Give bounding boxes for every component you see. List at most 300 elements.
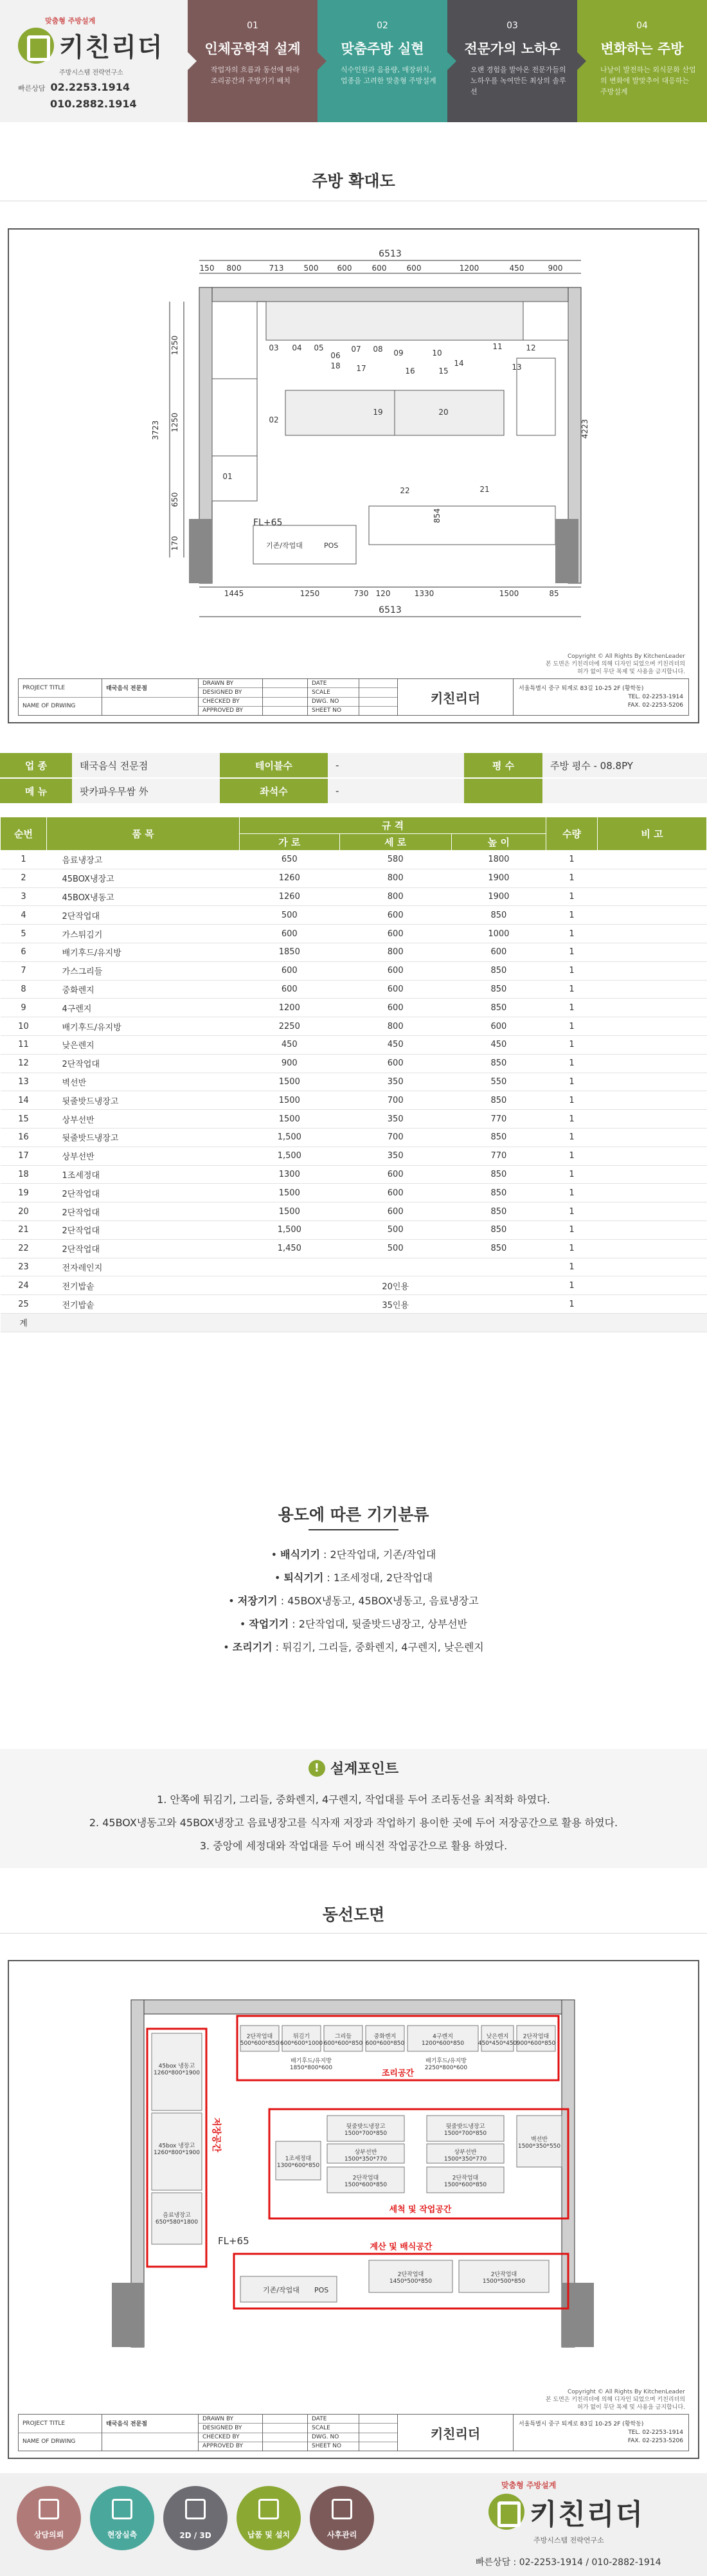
table-cell-note: [598, 1091, 707, 1110]
table-cell: 배기후드/유지방: [47, 1017, 240, 1036]
measure-icon: [112, 2499, 132, 2519]
svg-text:03: 03: [269, 343, 279, 352]
table-row: [1, 1073, 707, 1091]
col-spec: 규 격: [240, 817, 546, 834]
wash-zone-label: 세척 및 작업공간: [389, 2205, 452, 2215]
table-cell: 850: [451, 1091, 546, 1110]
table-cell: 850: [451, 1239, 546, 1258]
table-cell-note: [598, 925, 707, 943]
table-cell: 1: [546, 1276, 598, 1295]
table-cell: 1: [546, 1073, 598, 1091]
info-blank-value: [542, 779, 707, 803]
table-cell: 7: [1, 961, 47, 980]
kitchen-plan-drawing: [8, 228, 699, 723]
table-cell: 전기밥솥: [47, 1276, 240, 1295]
table-cell: 600: [240, 925, 340, 943]
info-blank-label: [464, 779, 542, 803]
title-block: PROJECT TITLE NAME OF DRWING 태국음식 전문점 DRAWN BY DESIGNED BY CHECKED BY APPROVED BY DATE SCALE DWG. NO SHEET NO 키친리더 서울특별시 중구 퇴계로 83길 10-25 2F (황학동) TEL. 02-2253-1914 FAX. 02-2253-5206: [18, 2414, 689, 2451]
table-cell: 600: [240, 961, 340, 980]
drawing-button[interactable]: 2D / 3D: [163, 2486, 228, 2550]
svg-text:1250: 1250: [170, 335, 179, 356]
table-row: [1, 1239, 707, 1258]
table-cell: 1: [546, 943, 598, 961]
table-cell: 500: [339, 1220, 451, 1239]
svg-text:2단작업대1500*600*850: 2단작업대 1500*600*850: [443, 2175, 487, 2189]
classification-title: 용도에 따른 기기분류: [278, 1505, 429, 1524]
table-cell: 14: [1, 1091, 47, 1110]
divider: [0, 1933, 707, 1934]
table-cell: 450: [339, 1035, 451, 1054]
table-cell-note: [598, 943, 707, 961]
table-cell: 350: [339, 1073, 451, 1091]
table-cell: 600: [339, 1184, 451, 1202]
svg-text:170: 170: [170, 536, 179, 551]
table-cell: 8: [1, 980, 47, 999]
class-item-return: • 퇴식기기 : 1조세정대, 2단작업대: [274, 1572, 433, 1584]
table-cell: 1: [546, 961, 598, 980]
table-cell-note: [598, 1073, 707, 1091]
table-cell: 1: [546, 851, 598, 869]
service-button[interactable]: 사후관리: [310, 2486, 374, 2550]
table-cell: [546, 1313, 598, 1332]
step-num: 02: [377, 21, 388, 31]
measure-button[interactable]: 현장실측: [90, 2486, 154, 2550]
svg-text:85: 85: [549, 589, 559, 598]
svg-text:07: 07: [351, 345, 361, 354]
svg-text:상부선반1500*350*770: 상부선반 1500*350*770: [443, 2149, 487, 2163]
table-cell: [240, 1276, 340, 1295]
table-cell: 850: [451, 1054, 546, 1073]
table-cell: 12: [1, 1054, 47, 1073]
table-row: [1, 1295, 707, 1314]
table-cell-note: [598, 1276, 707, 1295]
svg-text:20: 20: [438, 408, 449, 417]
table-cell: [451, 1313, 546, 1332]
svg-text:배기후드/유지방2250*800*600: 배기후드/유지방 2250*800*600: [424, 2058, 468, 2072]
table-cell: 1500: [240, 1073, 340, 1091]
table-cell-note: [598, 1313, 707, 1332]
brand-name: 키친리더: [59, 33, 164, 62]
table-cell: 9: [1, 999, 47, 1017]
svg-text:튀김기600*600*1000: 튀김기 600*600*1000: [280, 2033, 323, 2047]
table-cell-note: [598, 1165, 707, 1184]
table-cell: 낮은렌지: [47, 1035, 240, 1054]
table-cell: 800: [339, 869, 451, 887]
contact-info: [18, 80, 137, 112]
table-cell: 상부선반: [47, 1110, 240, 1129]
pos-label: POS: [314, 2286, 329, 2294]
table-cell: [451, 1258, 546, 1276]
table-cell: 3: [1, 887, 47, 906]
class-item-cook: • 조리기기 : 튀김기, 그리들, 중화렌지, 4구렌지, 낮은렌지: [223, 1641, 484, 1653]
table-row: [1, 1035, 707, 1054]
table-row: [1, 1258, 707, 1276]
table-cell: 1900: [451, 869, 546, 887]
svg-text:450: 450: [509, 264, 524, 273]
brand-sub: 주방시스템 전략연구소: [59, 69, 123, 77]
svg-text:900: 900: [548, 264, 563, 273]
svg-text:600: 600: [371, 264, 387, 273]
area-value: 주방 평수 - 08.8PY: [542, 753, 707, 777]
class-item-work: • 작업기기 : 2단작업대, 뒷줄밧드냉장고, 상부선반: [239, 1618, 468, 1630]
table-cell: 계: [1, 1313, 47, 1332]
table-row: [1, 851, 707, 869]
svg-text:2단작업대1500*500*850: 2단작업대 1500*500*850: [482, 2271, 526, 2285]
cooking-zone-label: 조리공간: [381, 2069, 415, 2078]
table-row: [1, 1220, 707, 1239]
table-cell: 800: [339, 887, 451, 906]
fl-label: FL+65: [218, 2235, 249, 2247]
svg-text:1250: 1250: [170, 412, 179, 433]
svg-text:중화렌지600*600*850: 중화렌지 600*600*850: [365, 2033, 405, 2047]
table-cell: 11: [1, 1035, 47, 1054]
step-title: 인체공학적 설계: [204, 41, 301, 57]
table-cell: 1850: [240, 943, 340, 961]
table-cell-note: [598, 1239, 707, 1258]
tables-label: 테이블수: [220, 753, 328, 777]
table-cell: 35인용: [339, 1295, 451, 1314]
table-cell: 10: [1, 1017, 47, 1036]
svg-text:05: 05: [314, 343, 324, 352]
col-item: 품 목: [47, 817, 240, 851]
table-cell: 700: [339, 1128, 451, 1147]
table-row: [1, 943, 707, 961]
exclamation-icon: !: [309, 1760, 325, 1777]
table-cell: 1: [546, 869, 598, 887]
table-cell: 중화렌지: [47, 980, 240, 999]
storage-zone-label: 저장공간: [211, 2117, 221, 2153]
table-cell: 850: [451, 1165, 546, 1184]
pos-label: POS: [324, 541, 339, 550]
fl-label: FL+65: [253, 518, 283, 528]
table-cell: 500: [339, 1239, 451, 1258]
table-row: [1, 1110, 707, 1129]
col-height: 높 이: [451, 834, 546, 851]
svg-text:10: 10: [432, 349, 442, 358]
table-cell: 600: [339, 925, 451, 943]
classification-list: [0, 1543, 707, 1659]
flow-svg: [9, 1961, 698, 2411]
svg-text:08: 08: [373, 345, 383, 354]
svg-text:13: 13: [512, 363, 522, 372]
table-cell: 2단작업대: [47, 1202, 240, 1221]
table-row: [1, 1054, 707, 1073]
table-row: [1, 1313, 707, 1332]
svg-text:02: 02: [269, 415, 279, 424]
table-cell: 1,500: [240, 1128, 340, 1147]
svg-text:19: 19: [373, 408, 383, 417]
table-cell: 800: [339, 943, 451, 961]
business-label: 업 종: [0, 753, 72, 777]
table-cell: 상부선반: [47, 1147, 240, 1165]
svg-text:22: 22: [400, 486, 410, 495]
step-desc: 오랜 경험을 발아온 전문가들의 노하우를 녹여만든 최상의 솔루션: [470, 66, 566, 96]
svg-text:1330: 1330: [414, 589, 434, 598]
step-desc: 작업자의 흐름과 동선에 따라 조리공간과 주방기기 배치: [211, 66, 300, 85]
table-cell: 1260: [240, 887, 340, 906]
phone-1[interactable]: 02.2253.1914: [50, 81, 130, 93]
svg-text:17: 17: [356, 364, 366, 373]
table-cell: 1: [546, 1202, 598, 1221]
table-cell: 2단작업대: [47, 906, 240, 925]
header-step-1: [188, 0, 318, 122]
table-cell: 18: [1, 1165, 47, 1184]
area-label: 평 수: [464, 753, 542, 777]
table-cell-note: [598, 1147, 707, 1165]
title-block-brand: 키친리더: [430, 2426, 481, 2442]
table-cell: 1조세정대: [47, 1165, 240, 1184]
project-title: 태국음식 전문점: [102, 679, 198, 698]
business-value: 태국음식 전문점: [72, 753, 220, 777]
table-cell-note: [598, 1184, 707, 1202]
table-cell: 2단작업대: [47, 1220, 240, 1239]
table-cell: 900: [240, 1054, 340, 1073]
bottom-dimensions: [224, 589, 559, 598]
step-desc: 나날이 발전하는 외식문화 산업의 변화에 발맞추어 대응하는 주방설계: [600, 66, 696, 96]
table-row: [1, 869, 707, 887]
logo-icon: [488, 2494, 524, 2530]
copyright: Copyright © All Rights By KitchenLeader 본 도면은 키친리더에 의해 디자인 되었으며 키친리더의 허가 없이 무단 복제 및 사용을 금지합니다.: [545, 653, 685, 675]
table-cell: [240, 1258, 340, 1276]
table-cell-note: [598, 999, 707, 1017]
table-cell: 1500: [240, 1184, 340, 1202]
table-cell: 1,450: [240, 1239, 340, 1258]
flow-plan-title: 동선도면: [322, 1905, 385, 1924]
table-cell-note: [598, 869, 707, 887]
class-item-serve: • 배식기기 : 2단작업대, 기존/작업대: [271, 1548, 436, 1561]
svg-text:뒷줄밧드냉장고1500*700*850: 뒷줄밧드냉장고 1500*700*850: [443, 2123, 487, 2137]
table-cell: 850: [451, 961, 546, 980]
design-point-item: 2. 45BOX냉동고와 45BOX냉장고 음료냉장고를 식자재 저장과 작업하기 용이한 곳에 두어 저장공간으로 활용 하였다.: [89, 1817, 618, 1829]
counter-label: 기존/작업대: [266, 541, 303, 550]
delivery-button[interactable]: 납품 및 설치: [237, 2486, 301, 2550]
table-cell: 850: [451, 906, 546, 925]
table-cell: 2250: [240, 1017, 340, 1036]
table-cell: 850: [451, 1128, 546, 1147]
contact-label: 빠른상담: [18, 84, 46, 93]
table-cell: 1: [546, 925, 598, 943]
table-cell: 550: [451, 1073, 546, 1091]
tables-value: -: [328, 753, 464, 777]
table-cell: 15: [1, 1110, 47, 1129]
table-cell: 600: [451, 1017, 546, 1036]
step-title: 변화하는 주방: [600, 41, 684, 57]
phone-2[interactable]: 010.2882.1914: [50, 98, 137, 110]
table-cell: 580: [339, 851, 451, 869]
menu-value: 팟카파우무쌈 外: [72, 779, 220, 803]
svg-text:11: 11: [492, 342, 503, 351]
svg-text:01: 01: [222, 472, 233, 481]
svg-text:150: 150: [199, 264, 215, 273]
footer: [0, 2473, 707, 2576]
table-cell: 1000: [451, 925, 546, 943]
table-cell: 1: [546, 1110, 598, 1129]
svg-text:09: 09: [393, 349, 404, 358]
table-cell: [339, 1313, 451, 1332]
table-cell: 17: [1, 1147, 47, 1165]
table-cell: 600: [339, 906, 451, 925]
table-cell: 2단작업대: [47, 1184, 240, 1202]
table-row: [1, 1202, 707, 1221]
right-depth-label: 4223: [580, 419, 589, 439]
table-cell: [240, 1295, 340, 1314]
brand-tag: 맞춤형 주방설계: [45, 17, 96, 25]
table-cell: 뒷줄밧드냉장고: [47, 1091, 240, 1110]
mid-units: [276, 2116, 562, 2193]
header-step-3: [447, 0, 577, 122]
svg-text:배기후드/유지방1850*800*600: 배기후드/유지방 1850*800*600: [289, 2058, 333, 2072]
flow-plan-drawing: [8, 1960, 699, 2459]
class-item-storage: • 저장기기 : 45BOX냉동고, 45BOX냉동고, 음료냉장고: [228, 1595, 479, 1607]
table-cell: 20: [1, 1202, 47, 1221]
table-cell: 850: [451, 1220, 546, 1239]
divider: [309, 1529, 398, 1530]
counter-label: 기존/작업대: [263, 2286, 300, 2294]
svg-text:15: 15: [438, 367, 449, 376]
table-cell: 450: [451, 1035, 546, 1054]
table-cell: 2단작업대: [47, 1239, 240, 1258]
table-row: [1, 1184, 707, 1202]
svg-text:650: 650: [170, 492, 179, 507]
table-cell: 1: [546, 1147, 598, 1165]
table-cell: 1800: [451, 851, 546, 869]
table-row: [1, 1128, 707, 1147]
fridge-2-label: 45box 냉장고 1260*800*1900: [154, 2143, 200, 2157]
svg-text:713: 713: [269, 264, 284, 273]
svg-text:1200: 1200: [459, 264, 479, 273]
table-row: [1, 1091, 707, 1110]
svg-text:벽선반1500*350*550: 벽선반 1500*350*550: [517, 2136, 561, 2150]
table-cell: 600: [339, 961, 451, 980]
table-cell-note: [598, 906, 707, 925]
table-cell: 벽선반: [47, 1073, 240, 1091]
kitchen-plan-title: 주방 확대도: [312, 172, 395, 190]
title-block: PROJECT TITLE NAME OF DRWING 태국음식 전문점 DRAWN BY DESIGNED BY CHECKED BY APPROVED BY DATE SCALE DWG. NO SHEET NO 키친리더 서울특별시 중구 퇴계로 83길 10-25 2F (황학동) TEL. 02-2253-1914 FAX. 02-2253-5206: [18, 678, 689, 716]
consult-button[interactable]: 상담의뢰: [17, 2486, 81, 2550]
step-num: 03: [506, 21, 518, 31]
svg-text:2단작업대1450*500*850: 2단작업대 1450*500*850: [389, 2271, 433, 2285]
svg-text:낮은렌지450*450*450: 낮은렌지 450*450*450: [478, 2033, 517, 2047]
table-cell: 1: [546, 1165, 598, 1184]
svg-text:730: 730: [354, 589, 369, 598]
footer-brand-tag: 맞춤형 주방설계: [501, 2481, 557, 2490]
svg-text:2단작업대1500*600*850: 2단작업대 1500*600*850: [344, 2175, 388, 2189]
svg-text:2단작업대900*600*850: 2단작업대 900*600*850: [516, 2033, 556, 2047]
design-point-item: 1. 안쪽에 튀김기, 그리들, 중화렌지, 4구렌지, 작업대를 두어 조리동선을 최적화 하였다.: [157, 1793, 550, 1806]
table-row: [1, 1017, 707, 1036]
table-cell: 500: [240, 906, 340, 925]
table-cell: 23: [1, 1258, 47, 1276]
col-note: 비 고: [598, 817, 707, 851]
svg-text:500: 500: [303, 264, 319, 273]
table-cell: [451, 1276, 546, 1295]
table-cell: 1: [546, 1091, 598, 1110]
table-row: [1, 887, 707, 906]
svg-text:1445: 1445: [224, 589, 244, 598]
step-desc: 식수인원과 음용량, 매장위치, 업종을 고려한 맞춤형 주방설계: [341, 66, 436, 85]
menu-label: 메 뉴: [0, 779, 72, 803]
svg-text:600: 600: [337, 264, 352, 273]
svg-text:1250: 1250: [300, 589, 320, 598]
table-cell: 1: [546, 1220, 598, 1239]
fridge-3-label: 음료냉장고 650*580*1800: [155, 2212, 199, 2226]
table-cell: 13: [1, 1073, 47, 1091]
equipment-table: [0, 817, 707, 1332]
table-cell: 650: [240, 851, 340, 869]
fridge-1-label: 45box 냉동고 1260*800*1900: [154, 2063, 200, 2077]
table-cell: 2: [1, 869, 47, 887]
brand-panel: [0, 0, 188, 122]
store-info: [0, 753, 707, 804]
table-cell: 1: [546, 1054, 598, 1073]
svg-text:14: 14: [454, 359, 464, 368]
svg-text:그리들600*600*850: 그리들 600*600*850: [323, 2033, 363, 2047]
table-row: [1, 961, 707, 980]
table-cell: 뒷줄밧드냉장고: [47, 1128, 240, 1147]
header-step-4: [577, 0, 707, 122]
table-cell: 600: [339, 1054, 451, 1073]
table-cell: 600: [339, 1165, 451, 1184]
table-cell: 1,500: [240, 1220, 340, 1239]
table-cell-note: [598, 980, 707, 999]
svg-text:06: 06: [330, 351, 341, 360]
table-cell: [240, 1313, 340, 1332]
brand-logo[interactable]: [18, 27, 164, 64]
table-cell: 가스그리들: [47, 961, 240, 980]
copyright: Copyright © All Rights By KitchenLeader 본 도면은 키친리더에 의해 디자인 되었으며 키친리더의 허가 없이 무단 복제 및 사용을 금지합니다.: [545, 2389, 685, 2411]
table-cell: 350: [339, 1110, 451, 1129]
table-cell: 850: [451, 980, 546, 999]
table-cell: 1: [1, 851, 47, 869]
design-point-list: [0, 1788, 707, 1858]
table-cell: 가스튀김기: [47, 925, 240, 943]
table-cell: 45BOX냉장고: [47, 869, 240, 887]
step-num: 01: [247, 21, 258, 31]
table-cell: 1: [546, 1295, 598, 1314]
overall-width-label: 6513: [379, 249, 402, 259]
svg-text:21: 21: [479, 485, 490, 494]
table-row: [1, 1147, 707, 1165]
table-cell: 5: [1, 925, 47, 943]
footer-contact: 빠른상담 : 02-2253-1914 / 010-2882-1914: [476, 2557, 661, 2568]
footer-logo[interactable]: 키친리더: [488, 2491, 644, 2532]
svg-text:뒷줄밧드냉장고1500*700*850: 뒷줄밧드냉장고 1500*700*850: [344, 2123, 388, 2137]
table-row: [1, 906, 707, 925]
svg-text:1500: 1500: [499, 589, 519, 598]
table-cell: 770: [451, 1110, 546, 1129]
footer-brand-sub: 주방시스템 전략연구소: [533, 2536, 604, 2544]
table-cell: 600: [339, 999, 451, 1017]
step-title: 전문가의 노하우: [464, 41, 560, 57]
plan-svg: [9, 230, 698, 673]
table-cell: 1: [546, 887, 598, 906]
table-cell: 450: [240, 1035, 340, 1054]
header-step-2: [318, 0, 447, 122]
svg-text:600: 600: [406, 264, 422, 273]
table-cell: 1: [546, 1258, 598, 1276]
table-cell: 1: [546, 999, 598, 1017]
drawing-icon: [185, 2499, 206, 2519]
col-width: 가 로: [240, 834, 340, 851]
title-block-brand: 키친리더: [430, 690, 481, 706]
design-point-item: 3. 중앙에 세정대와 작업대를 두어 배식전 작업공간으로 활용 하였다.: [199, 1840, 508, 1852]
svg-text:2단작업대500*600*850: 2단작업대 500*600*850: [240, 2033, 280, 2047]
col-no: 순번: [1, 817, 47, 851]
table-cell: 21: [1, 1220, 47, 1239]
table-cell: 600: [451, 943, 546, 961]
table-cell-note: [598, 1035, 707, 1054]
table-cell: [47, 1313, 240, 1332]
